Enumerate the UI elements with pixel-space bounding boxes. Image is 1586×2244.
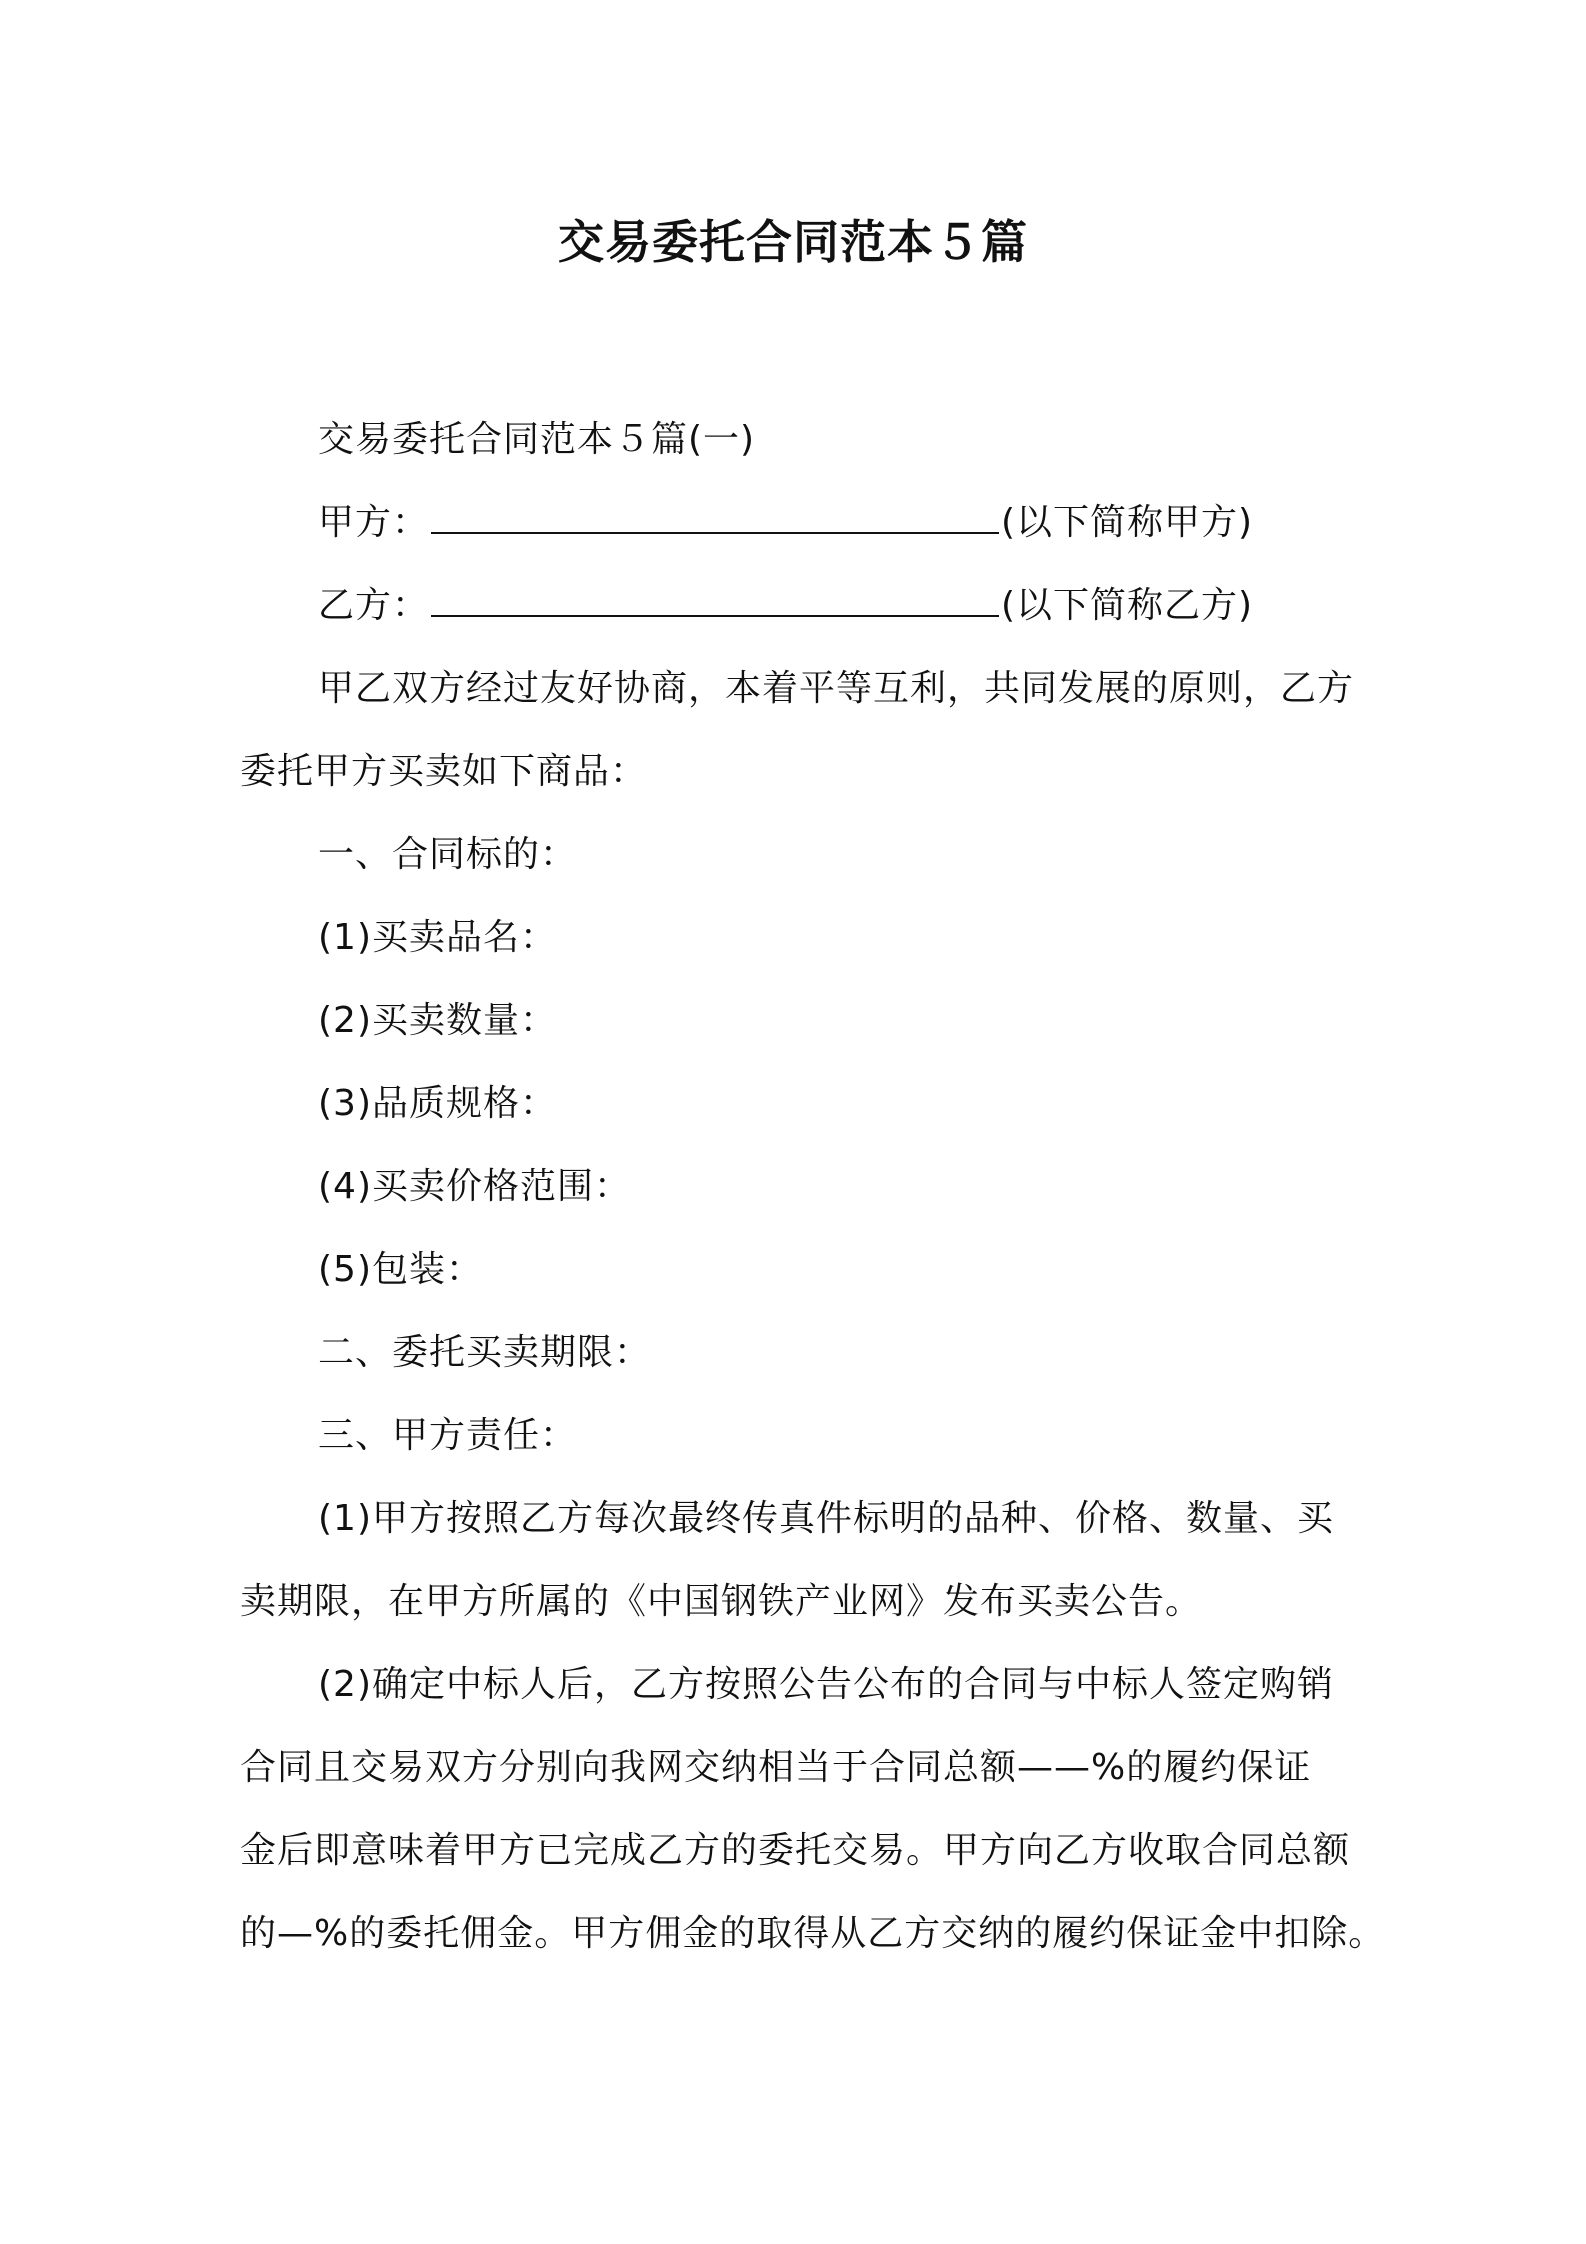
section3-para2-line-2: 合同且交易双方分别向我网交纳相当于合同总额——%的履约保证 [240,1747,1312,1788]
section3-para1-line-2: 卖期限，在甲方所属的《中国钢铁产业网》发布买卖公告。 [240,1581,1203,1622]
party-b-suffix: (以下简称乙方) [1001,585,1254,626]
section1-item-5: (5)包装： [318,1249,483,1290]
document-title: 交易委托合同范本５篇 [558,215,1028,269]
section1-item-3: (3)品质规格： [318,1083,557,1124]
intro-line-2: 委托甲方买卖如下商品： [240,751,648,792]
section3-para2-line-4: 的—%的委托佣金。甲方佣金的取得从乙方交纳的履约保证金中扣除。 [240,1913,1386,1954]
party-a-line [318,498,1253,548]
section3-heading: 三、甲方责任： [318,1415,578,1456]
party-a-label: 甲方： [318,502,430,543]
section3-para1-line-1: (1)甲方按照乙方每次最终传真件标明的品种、价格、数量、买 [318,1498,1334,1539]
intro-line-1: 甲乙双方经过友好协商，本着平等互利，共同发展的原则，乙方 [318,668,1355,709]
party-b-line [318,581,1253,631]
party-a-blank [431,498,999,534]
section3-para2-line-1: (2)确定中标人后，乙方按照公告公布的合同与中标人签定购销 [318,1664,1334,1705]
section2-heading: 二、委托买卖期限： [318,1332,652,1373]
section3-para2-line-3: 金后即意味着甲方已完成乙方的委托交易。甲方向乙方收取合同总额 [240,1830,1351,1871]
section1-item-1: (1)买卖品名： [318,917,557,958]
party-a-suffix: (以下简称甲方) [1001,502,1254,543]
party-b-label: 乙方： [318,585,430,626]
section1-item-2: (2)买卖数量： [318,1000,557,1041]
section1-item-4: (4)买卖价格范围： [318,1166,631,1207]
contract-subtitle: 交易委托合同范本５篇(一) [318,419,756,460]
section1-heading: 一、合同标的： [318,834,578,875]
party-b-blank [431,581,999,617]
